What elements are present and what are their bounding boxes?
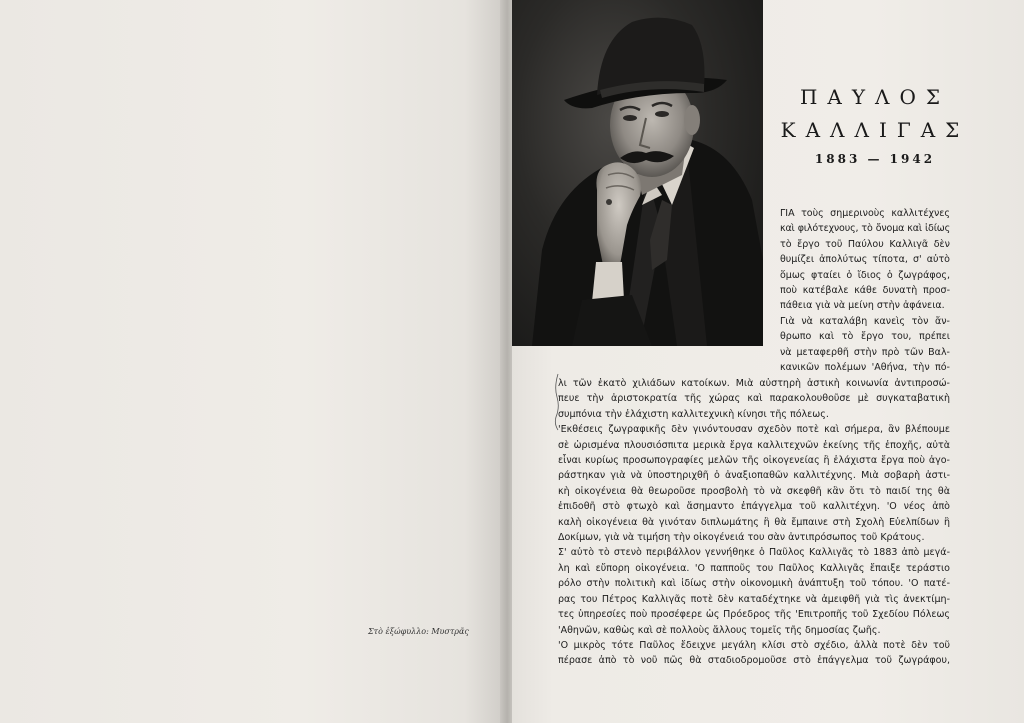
life-dates: 1883 — 1942	[814, 152, 936, 166]
text-line: θρωπο καὶ τὸ ἔργο του, πρέπει	[780, 331, 950, 343]
text-line: πέρασε ἀπὸ τὸ νοῦ πῶς θὰ σταδιοδρομοῦσε στὸ ἐπάγγελμα τοῦ ζωγράφου,	[558, 655, 950, 667]
text-line: ἐπιδοθῆ στὸ φτωχὸ καὶ ἄσημαντο ἐπάγγελμα τοῦ καλλιτέχνη. 'Ο νέος ἀπὸ	[558, 501, 950, 513]
text-line: θυμίζει ἀπολύτως τίποτα, σ' αὐτὸ	[780, 254, 950, 266]
text-line: λη καὶ εὔπορη οἰκογένεια. 'Ο παπποῦς του Παῦλος Καλλιγᾶς ἔπαιξε τεράστιο	[558, 562, 950, 574]
text-line: τες ὑπηρεσίες ποὺ προσέφερε ὡς Πρόεδρος τῆς 'Επιτροπῆς τοῦ Σχεδίου Πόλεως	[558, 609, 950, 621]
cover-caption: Στὸ ἐξώφυλλο: Μυστρᾶς	[368, 627, 469, 636]
text-line: 'Ο μικρὸς τότε Παῦλος ἔδειχνε μεγάλη κλίσι στὸ σχέδιο, ἀλλὰ ποτὲ δὲν τοῦ	[558, 639, 950, 651]
text-line: ποὺ κατέβαλε κάθε δυνατὴ προσ-	[780, 285, 950, 297]
text-line: Σ' αὐτὸ τὸ στενὸ περιβάλλον γεννήθηκε ὁ Παῦλος Καλλιγᾶς τὸ 1883 ἀπὸ μεγά-	[558, 547, 950, 559]
text-line: κὴ οἰκογένεια θὰ θεωροῦσε προσβολὴ τὸ νὰ σκεφθῆ κἂν ὅτι τὸ παιδί της θὰ	[558, 485, 950, 497]
text-line: ρόλο στὴν πολιτικὴ καὶ ἰδίως στὴν οἰκονομικὴ ἀνάπτυξη τοῦ τόπου. 'Ο πατέ-	[558, 578, 950, 590]
text-line: λι τῶν ἑκατὸ χιλιάδων κατοίκων. Μιὰ αὐστηρὴ ἀστικὴ κοινωνία ἀντιπροσώ-	[558, 378, 950, 389]
text-line: τὸ ἔργο τοῦ Παύλου Καλλιγᾶ δὲν	[780, 238, 950, 250]
text-line: 'Εκθέσεις ζωγραφικῆς δὲν γινόντουσαν σχεδὸν ποτὲ καὶ σήμερα, ἂν βλέπουμε	[558, 424, 950, 436]
text-line: συμπόνια τὴν ἐλάχιστη καλλιτεχνικὴ κίνησι τῆς πόλεως.	[558, 408, 829, 420]
text-line: πάθεια γιὰ νὰ μείνη στὴν ἀφάνεια.	[780, 300, 945, 312]
body-paragraphs	[558, 376, 950, 669]
text-line: ρας του Πέτρος Καλλιγᾶς ποτὲ δὲν καταδέχτηκε νὰ ἀμειφθῆ γιὰ τὶς ἀνεκτίμη-	[558, 593, 950, 605]
text-line: πευε τὴν ἀριστοκρατία τῆς χώρας καὶ παρακολουθοῦσε μὲ συγκαταβατικὴ	[558, 393, 950, 405]
text-line: καλὴ οἰκογένεια θὰ γινόταν διπλωμάτης ἢ θὰ ἔμπαινε στὴ Σχολὴ Εὐελπίδων ἢ	[558, 516, 950, 528]
text-line: Γιὰ νὰ καταλάβη κανεὶς τὸν ἄν-	[780, 315, 950, 327]
text-line: εἶναι κυρίως προσωπογραφίες μελῶν τῆς οἰκογενείας ἢ ἐλάχιστα ἔργα ποὺ ἀγο-	[558, 455, 950, 467]
portrait-photo	[512, 0, 763, 346]
intro-paragraph	[780, 206, 950, 375]
text-line: νὰ μεταφερθῆ στὴν πρὸ τῶν Βαλ-	[780, 346, 950, 358]
text-line: σὲ ὡρισμένα πλουσιόσπιτα μερικὰ ἔργα καλλιτεχνῶν ἐκείνης τῆς ἐποχῆς, αὐτὰ	[558, 439, 950, 451]
text-line: ράστηκαν γιὰ νὰ ὑποστηριχθῆ ὁ ἀναξιοπαθῶν καλλιτέχνης. Μιὰ σοβαρὴ ἀστι-	[558, 470, 950, 482]
text-line: Δοκίμων, γιὰ νὰ τιμήση τὴν οἰκογένειά του σὰν ἀντιπρόσωπος τοῦ Κράτους.	[558, 532, 925, 544]
text-line: ὅμως φταίει ὁ ἴδιος ὁ ζωγράφος,	[780, 269, 950, 281]
title-first-name: ΠΑΥΛΟΣ	[799, 85, 951, 109]
text-line: καὶ φιλότεχνους, τὸ ὄνομα καὶ ἰδίως	[780, 223, 950, 235]
left-page	[0, 0, 505, 723]
text-line: ΓΙΑ τοὺς σημερινοὺς καλλιτέχνες	[780, 208, 950, 219]
portrait-illustration	[512, 0, 763, 346]
title-last-name: ΚΑΛΛΙΓΑΣ	[780, 118, 970, 142]
text-line: κανικῶν πολέμων 'Αθήνα, τὴν πό-	[780, 362, 950, 374]
text-line: 'Αθηνῶν, καθὼς καὶ σὲ πολλοὺς ἄλλους τομεῖς τῆς δημοσίας ζωῆς.	[558, 624, 881, 636]
